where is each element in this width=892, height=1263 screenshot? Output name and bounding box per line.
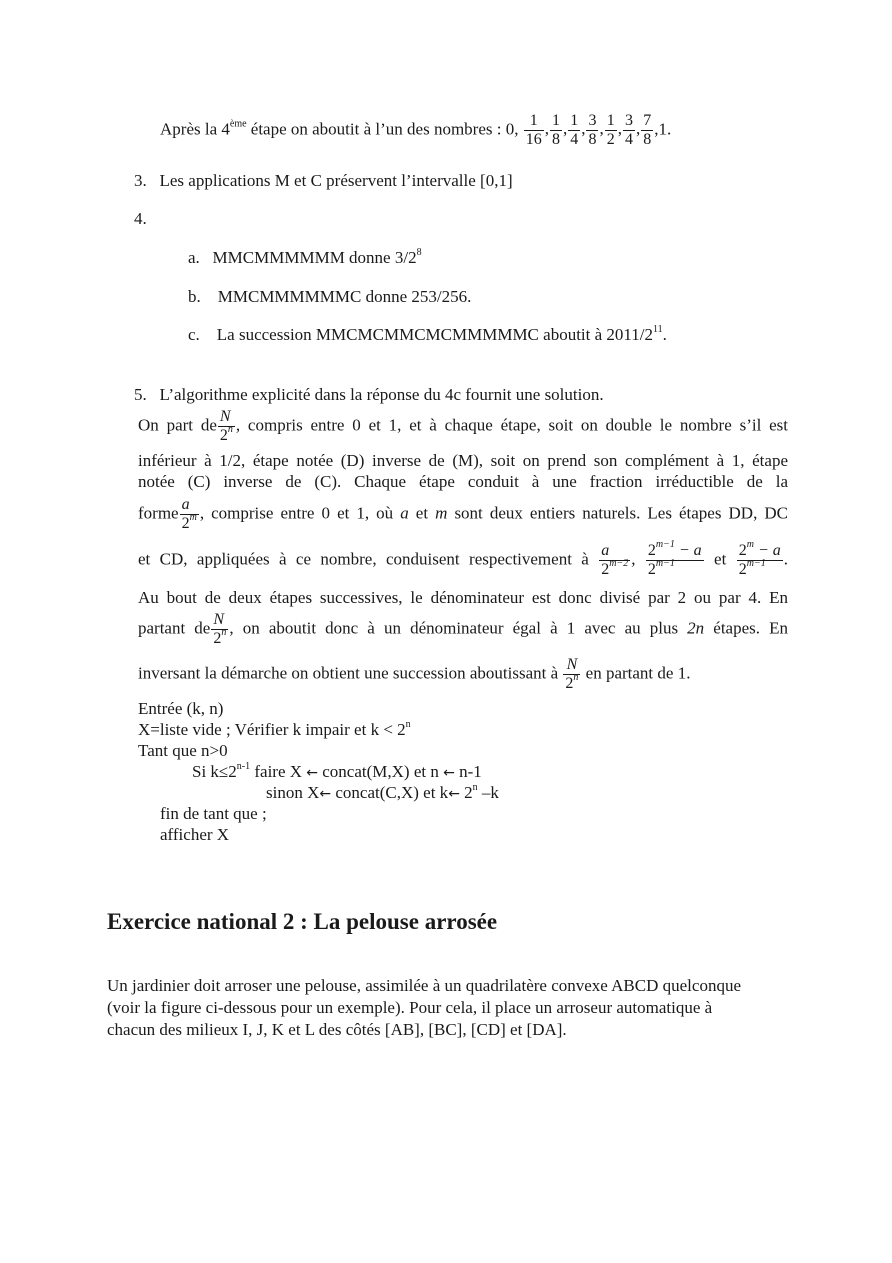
algo-l4-a: Si k≤2 bbox=[192, 762, 237, 781]
fraction-value bbox=[623, 112, 635, 149]
q5-line-3: notée (C) inverse de (C). Chaque étape conduit à une fraction irréductible de la bbox=[138, 472, 788, 491]
value-0: 0, bbox=[505, 119, 519, 139]
q4c-suffix: . bbox=[662, 325, 667, 344]
value-fractions bbox=[523, 112, 655, 148]
den: 8 bbox=[643, 131, 652, 148]
p5-et: et bbox=[714, 549, 727, 569]
p4-start: forme bbox=[138, 503, 179, 523]
comma: , bbox=[544, 119, 549, 139]
num-minus-a: − a bbox=[753, 542, 781, 559]
fraction-value bbox=[550, 112, 562, 149]
fraction-value bbox=[605, 112, 617, 149]
algo-l5-b: concat(C,X) et k bbox=[331, 783, 449, 802]
p1-start: On part de bbox=[138, 415, 217, 435]
den-base: 2 bbox=[601, 561, 610, 578]
den: 8 bbox=[588, 131, 597, 148]
q5-line-7 bbox=[138, 611, 788, 648]
algo-l5-sup: n bbox=[472, 782, 478, 793]
step4-prefix: Après la 4 bbox=[160, 119, 230, 139]
fraction-value bbox=[568, 112, 580, 149]
den bbox=[646, 560, 704, 579]
den: 2 bbox=[606, 131, 615, 148]
q4a-text: MMCMMMMMM donne 3/2 bbox=[212, 248, 417, 267]
den-base: 2 bbox=[213, 630, 222, 647]
num: 7 bbox=[643, 112, 652, 129]
algo-line-3: Tant que n>0 bbox=[138, 741, 228, 760]
num-base: 2 bbox=[738, 542, 747, 559]
fraction-a-over-2m-2 bbox=[599, 542, 630, 579]
q5-line-6: Au bout de deux étapes successives, le dénominateur est donc divisé par 2 ou par 4. En bbox=[138, 588, 788, 607]
fraction-a-over-2m bbox=[180, 496, 199, 533]
arrow-left-icon: ← bbox=[443, 765, 455, 781]
arrow-left-icon: ← bbox=[319, 786, 332, 802]
question-4-label: 4. bbox=[134, 209, 147, 228]
p4-et: et bbox=[408, 503, 436, 523]
question-3 bbox=[134, 171, 513, 191]
num: N bbox=[213, 611, 225, 628]
algo-l4-sup: n-1 bbox=[236, 761, 251, 772]
p7-rest-b: étapes. En bbox=[704, 618, 788, 638]
den bbox=[180, 514, 199, 533]
den-exp: m−2 bbox=[609, 558, 629, 569]
algo-l4-d: n-1 bbox=[454, 762, 482, 781]
num: 1 bbox=[551, 112, 560, 129]
q4a-sup: 8 bbox=[416, 247, 422, 258]
q5-label: 5. bbox=[134, 385, 147, 404]
den bbox=[599, 560, 630, 579]
p7-var: 2n bbox=[687, 618, 705, 638]
p7-rest-a: , on aboutit donc à un dénominateur égal à 1 avec au plus bbox=[229, 618, 688, 638]
step4-sup: ème bbox=[229, 118, 247, 130]
exercise-body-line-3: chacun des milieux I, J, K et L des côtés [AB], [BC], [CD] et [DA]. bbox=[107, 1020, 567, 1039]
algo-l2-text: X=liste vide ; Vérifier k impair et k < 2 bbox=[138, 720, 406, 739]
fraction-2m1-minus-a bbox=[646, 539, 704, 579]
p1-rest: , compris entre 0 et 1, et à chaque étape, soit on double le nombre s’il est bbox=[235, 415, 788, 435]
algo-l5-c: 2 bbox=[459, 783, 473, 802]
q4c-sup: 11 bbox=[653, 324, 663, 335]
algo-line-7: afficher X bbox=[160, 825, 230, 844]
num-exp: m−1 bbox=[655, 539, 675, 550]
num: 1 bbox=[570, 112, 579, 129]
arrow-left-icon: ← bbox=[448, 786, 460, 802]
q5-line-1 bbox=[138, 408, 788, 445]
comma: , bbox=[617, 119, 622, 139]
p7-start: partant de bbox=[138, 618, 211, 638]
exercise-body-line-2: (voir la figure ci-dessous pour un exemple). Pour cela, il place un arroseur automatique à bbox=[107, 998, 713, 1017]
q4-item-a bbox=[188, 248, 422, 268]
den-exp: m−1 bbox=[655, 558, 675, 569]
den-exp: m−1 bbox=[746, 558, 766, 569]
num: 1 bbox=[529, 112, 538, 129]
num: a bbox=[601, 542, 610, 559]
step4-line bbox=[160, 112, 671, 149]
q4c-label: c. bbox=[188, 325, 200, 344]
den bbox=[737, 560, 783, 579]
comma: , bbox=[599, 119, 604, 139]
den-base: 2 bbox=[181, 515, 190, 532]
step4-middle: étape on aboutit à l’un des nombres : bbox=[246, 119, 506, 139]
q5-intro: L’algorithme explicité dans la réponse du 4c fournit une solution. bbox=[159, 385, 604, 404]
comma: , bbox=[635, 119, 641, 139]
q4c-text: La succession MMCMCMMCMCMMMMMC aboutit à 2011/2 bbox=[216, 325, 654, 344]
den-exp: n bbox=[573, 672, 579, 683]
den: 4 bbox=[570, 131, 579, 148]
algo-line-1: Entrée (k, n) bbox=[138, 699, 224, 718]
q3-label: 3. bbox=[134, 171, 147, 190]
num: 1 bbox=[606, 112, 615, 129]
exercise-title: Exercice national 2 : La pelouse arrosée bbox=[107, 909, 498, 934]
p5-start: et CD, appliquées à ce nombre, conduisent respectivement à bbox=[138, 549, 589, 569]
exercise-body-line-1: Un jardinier doit arroser une pelouse, assimilée à un quadrilatère convexe ABCD quelconque bbox=[107, 976, 741, 995]
q5-line-8 bbox=[138, 656, 690, 693]
q5-line-5: et CD, appliquées à ce nombre, conduisent respectivement à $\frac{a}{2^{m-2}}$ , $\frac{2^{m-1} - a}{2^{m-1}}$ et $\frac{2^m - a}{2^{m-1}}$ . bbox=[138, 539, 788, 578]
num: a bbox=[181, 496, 190, 513]
fraction-value bbox=[586, 112, 598, 149]
num: 3 bbox=[624, 112, 633, 129]
fraction-N-over-2n-c bbox=[563, 656, 580, 693]
num: N bbox=[566, 656, 578, 673]
den-exp: m bbox=[189, 512, 197, 523]
algo-l2-sup: n bbox=[405, 719, 411, 730]
p4-rest-a: , comprise entre 0 et 1, où bbox=[199, 503, 401, 523]
den-base: 2 bbox=[647, 561, 656, 578]
den: 4 bbox=[624, 131, 633, 148]
algo-line-4 bbox=[192, 762, 482, 783]
num: 3 bbox=[588, 112, 597, 129]
question-5 bbox=[134, 385, 604, 405]
var-m: m bbox=[435, 503, 448, 523]
q5-line-4 bbox=[138, 496, 788, 533]
num-exp: m bbox=[746, 539, 754, 550]
arrow-left-icon: ← bbox=[306, 765, 319, 781]
algo-l4-b: faire X bbox=[250, 762, 307, 781]
q4-item-c bbox=[188, 325, 667, 345]
fraction-2m-minus-a bbox=[737, 539, 783, 579]
num-minus-a: − a bbox=[674, 542, 702, 559]
comma: , bbox=[562, 119, 568, 139]
fraction-value bbox=[524, 112, 544, 149]
algo-line-5 bbox=[266, 783, 499, 804]
algo-line-6: fin de tant que ; bbox=[160, 804, 267, 823]
algo-l4-c: concat(M,X) et n bbox=[318, 762, 444, 781]
num: N bbox=[219, 408, 231, 425]
q4b-text: MMCMMMMMMC donne 253/256. bbox=[217, 287, 472, 306]
fraction-value bbox=[641, 112, 653, 149]
den bbox=[563, 674, 580, 693]
den bbox=[211, 629, 228, 648]
q5-line-2: inférieur à 1/2, étape notée (D) inverse de (M), soit on prend son complément à 1, étape bbox=[138, 451, 788, 470]
den: 8 bbox=[551, 131, 560, 148]
den-exp: n bbox=[221, 627, 227, 638]
p8-start: inversant la démarche on obtient une succession aboutissant à bbox=[138, 663, 559, 683]
den-base: 2 bbox=[565, 675, 574, 692]
algo-l5-d: –k bbox=[477, 783, 499, 802]
den-base: 2 bbox=[219, 427, 228, 444]
algo-l5-a: sinon X bbox=[266, 783, 320, 802]
q3-text: Les applications M et C préservent l’intervalle [0,1] bbox=[159, 171, 513, 190]
num-base: 2 bbox=[647, 542, 656, 559]
den-exp: n bbox=[227, 424, 233, 435]
fraction-N-over-2n-b bbox=[211, 611, 228, 648]
den-base: 2 bbox=[738, 561, 747, 578]
comma: , bbox=[581, 119, 586, 139]
den bbox=[218, 426, 235, 445]
p4-rest-b: sont deux entiers naturels. Les étapes DD, DC bbox=[447, 503, 788, 523]
algo-line-2 bbox=[138, 720, 411, 740]
q4-item-b bbox=[188, 287, 471, 307]
comma: , bbox=[631, 549, 636, 569]
den: 16 bbox=[525, 131, 542, 148]
fraction-N-over-2n bbox=[218, 408, 235, 445]
q4b-label: b. bbox=[188, 287, 201, 306]
p8-rest: en partant de 1. bbox=[581, 663, 691, 683]
var-a: a bbox=[400, 503, 409, 523]
value-1: ,1. bbox=[654, 119, 672, 139]
q4a-label: a. bbox=[188, 248, 200, 267]
